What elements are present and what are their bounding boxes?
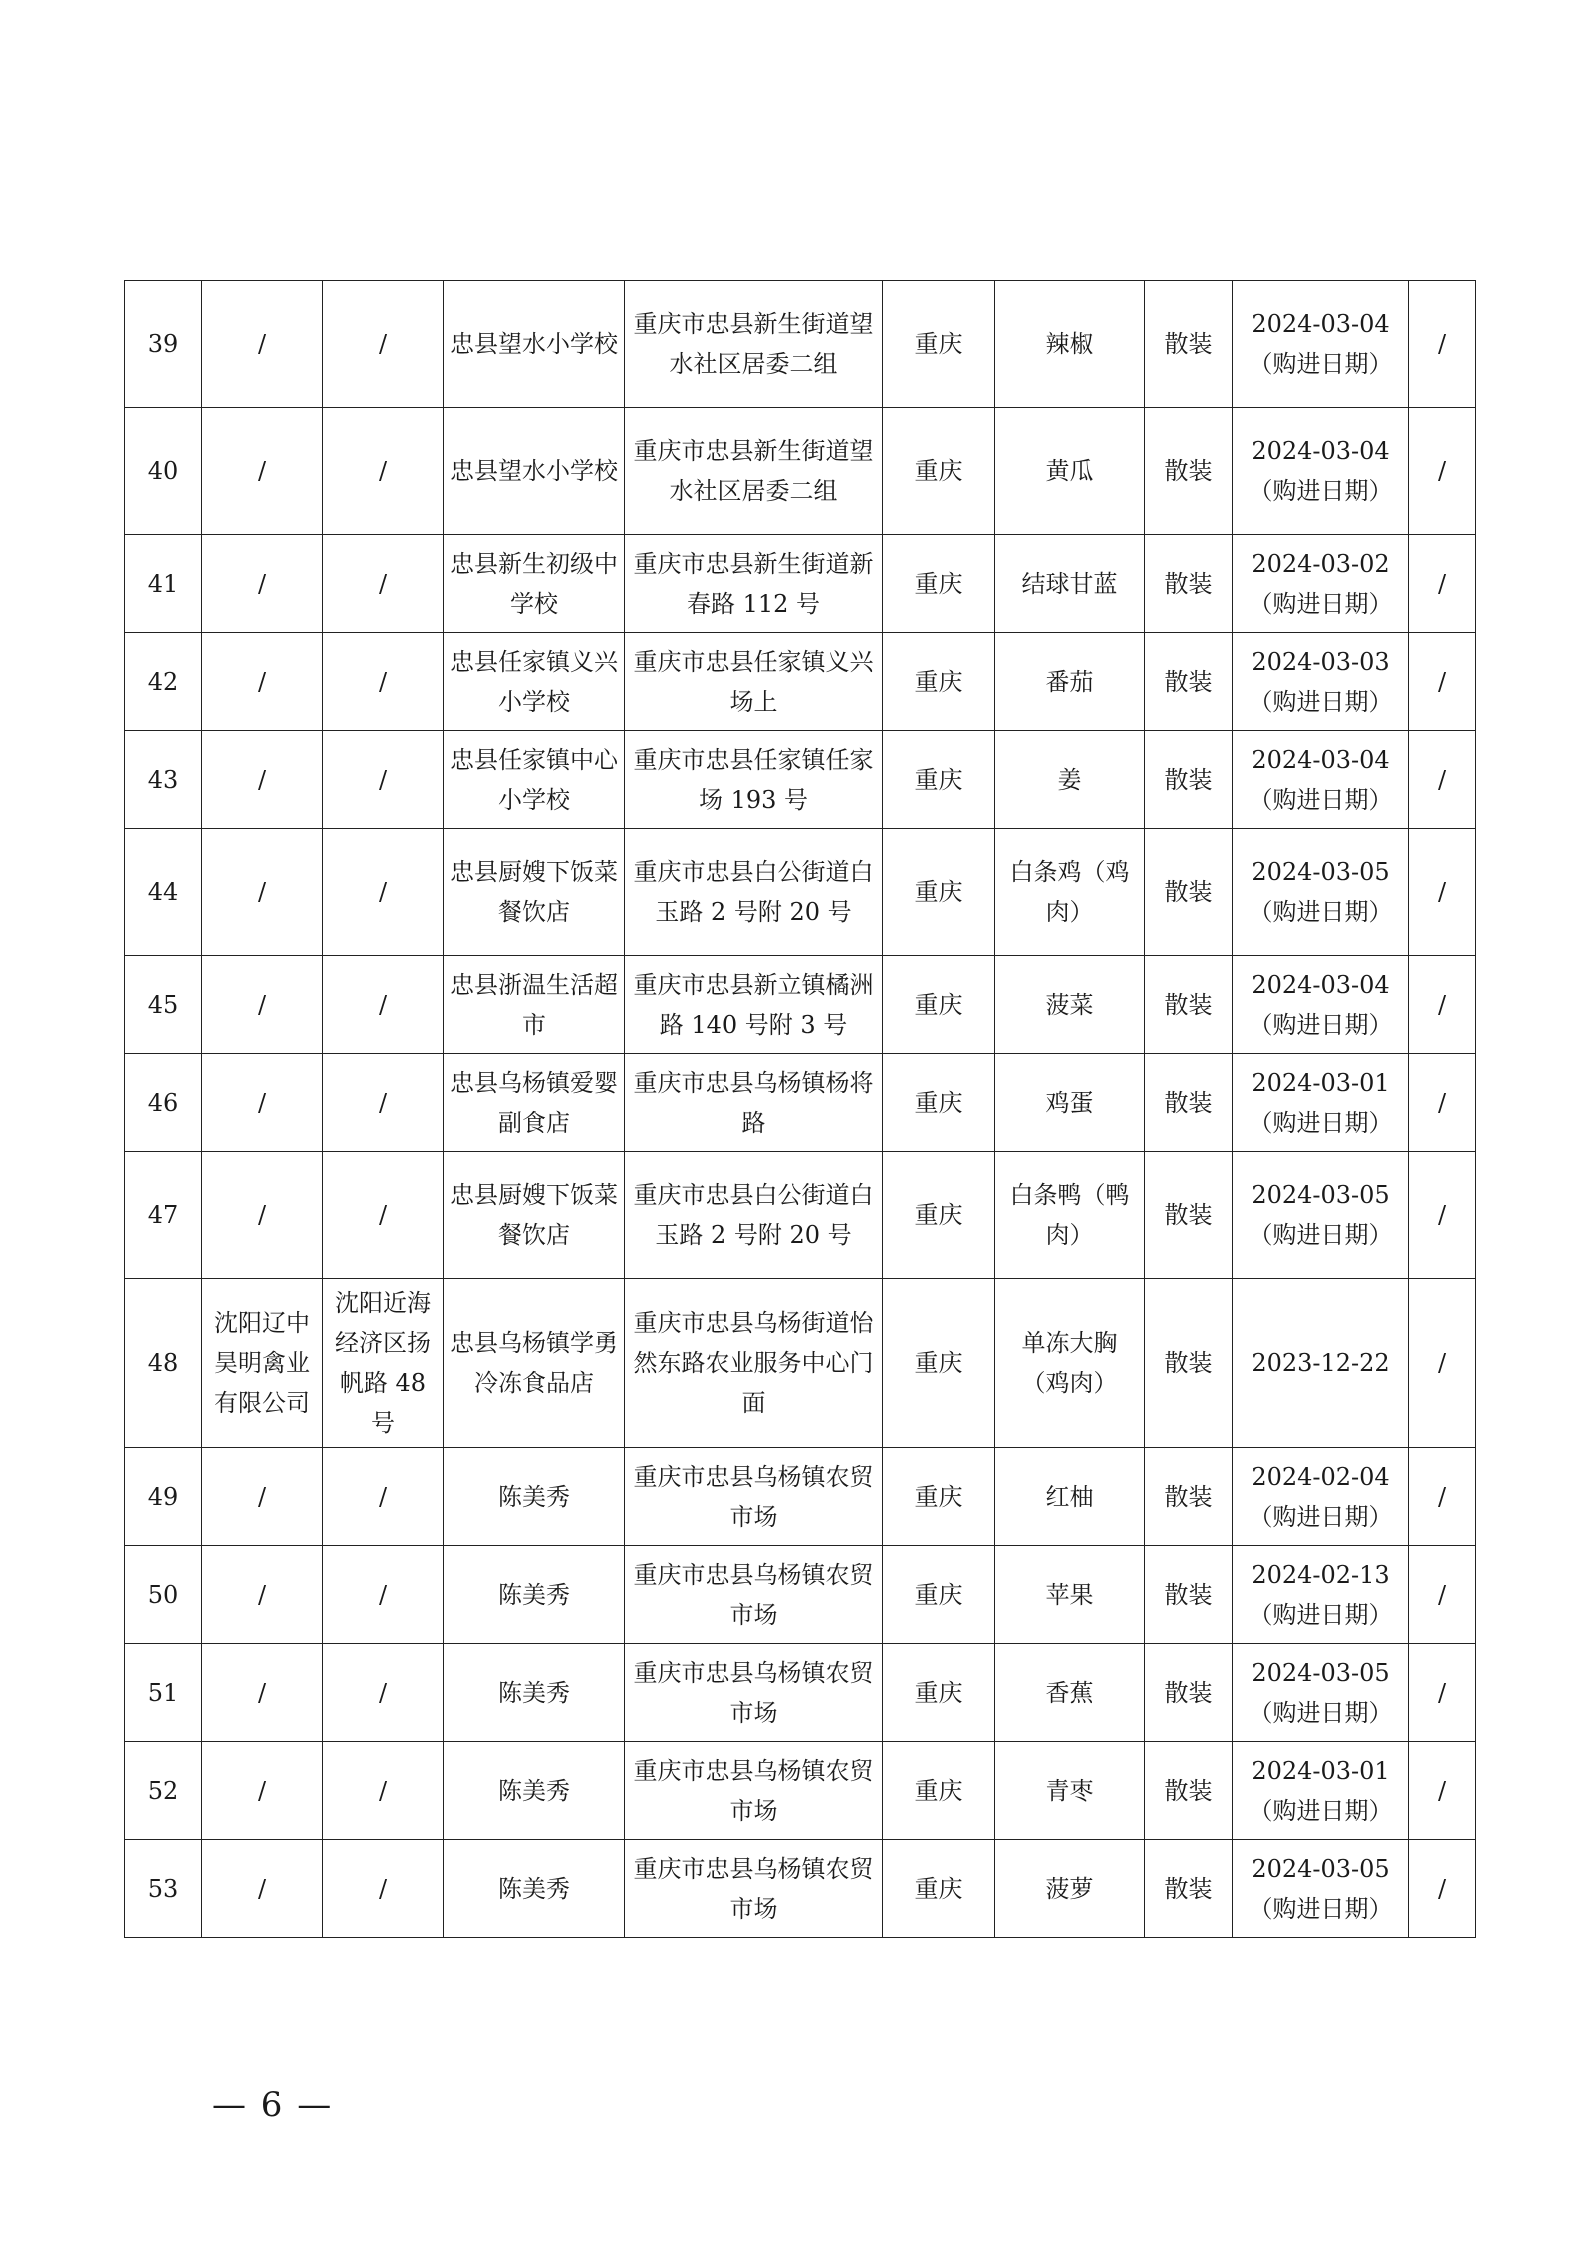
cell-producer: / — [202, 1644, 323, 1742]
cell-remark: / — [1409, 1840, 1476, 1938]
cell-remark: / — [1409, 281, 1476, 408]
table-row — [125, 633, 1476, 731]
table-row — [125, 956, 1476, 1054]
cell-seller-address: 重庆市忠县新生街道望水社区居委二组 — [625, 408, 883, 535]
cell-origin: 重庆 — [883, 281, 995, 408]
cell-remark: / — [1409, 1152, 1476, 1279]
table-body — [125, 281, 1476, 1938]
cell-product: 青枣 — [995, 1742, 1145, 1840]
sampling-results-table — [124, 280, 1476, 1938]
cell-seller-address: 重庆市忠县白公街道白玉路 2 号附 20 号 — [625, 829, 883, 956]
cell-spec: 散装 — [1145, 1152, 1233, 1279]
cell-seller-address: 重庆市忠县乌杨街道怡然东路农业服务中心门面 — [625, 1279, 883, 1448]
cell-seller: 忠县厨嫂下饭菜餐饮店 — [444, 1152, 625, 1279]
cell-seller-address: 重庆市忠县新生街道新春路 112 号 — [625, 535, 883, 633]
cell-origin: 重庆 — [883, 731, 995, 829]
cell-spec: 散装 — [1145, 1546, 1233, 1644]
table-row — [125, 1152, 1476, 1279]
cell-product: 菠萝 — [995, 1840, 1145, 1938]
cell-producer-address: / — [323, 829, 444, 956]
cell-remark: / — [1409, 1054, 1476, 1152]
cell-origin: 重庆 — [883, 1644, 995, 1742]
cell-date: 2023-12-22 — [1233, 1279, 1409, 1448]
cell-product: 辣椒 — [995, 281, 1145, 408]
cell-spec: 散装 — [1145, 1644, 1233, 1742]
cell-no: 50 — [125, 1546, 202, 1644]
cell-producer-address: 沈阳近海经济区扬帆路 48 号 — [323, 1279, 444, 1448]
cell-seller: 忠县新生初级中学校 — [444, 535, 625, 633]
cell-remark: / — [1409, 408, 1476, 535]
cell-producer-address: / — [323, 1054, 444, 1152]
table-row — [125, 1448, 1476, 1546]
cell-seller-address: 重庆市忠县乌杨镇农贸市场 — [625, 1448, 883, 1546]
cell-origin: 重庆 — [883, 829, 995, 956]
cell-product: 红柚 — [995, 1448, 1145, 1546]
cell-product: 白条鸭（鸭肉） — [995, 1152, 1145, 1279]
cell-seller: 忠县浙温生活超市 — [444, 956, 625, 1054]
cell-spec: 散装 — [1145, 408, 1233, 535]
cell-origin: 重庆 — [883, 1152, 995, 1279]
cell-producer: 沈阳辽中昊明禽业有限公司 — [202, 1279, 323, 1448]
cell-no: 42 — [125, 633, 202, 731]
cell-product: 单冻大胸（鸡肉） — [995, 1279, 1145, 1448]
cell-remark: / — [1409, 1644, 1476, 1742]
cell-seller: 忠县任家镇义兴小学校 — [444, 633, 625, 731]
cell-seller: 忠县望水小学校 — [444, 408, 625, 535]
cell-producer: / — [202, 731, 323, 829]
cell-producer: / — [202, 535, 323, 633]
cell-date: 2024-03-05（购进日期） — [1233, 829, 1409, 956]
table-row — [125, 408, 1476, 535]
cell-producer: / — [202, 1546, 323, 1644]
cell-producer-address: / — [323, 408, 444, 535]
cell-seller-address: 重庆市忠县乌杨镇农贸市场 — [625, 1742, 883, 1840]
cell-origin: 重庆 — [883, 633, 995, 731]
table-row — [125, 1546, 1476, 1644]
cell-date: 2024-03-01（购进日期） — [1233, 1742, 1409, 1840]
cell-seller-address: 重庆市忠县乌杨镇农贸市场 — [625, 1546, 883, 1644]
cell-product: 黄瓜 — [995, 408, 1145, 535]
cell-producer: / — [202, 1742, 323, 1840]
cell-seller: 陈美秀 — [444, 1644, 625, 1742]
cell-seller: 陈美秀 — [444, 1742, 625, 1840]
cell-producer: / — [202, 1152, 323, 1279]
cell-date: 2024-02-13（购进日期） — [1233, 1546, 1409, 1644]
table-row — [125, 1279, 1476, 1448]
cell-remark: / — [1409, 633, 1476, 731]
cell-product: 白条鸡（鸡肉） — [995, 829, 1145, 956]
cell-seller: 忠县乌杨镇爱婴副食店 — [444, 1054, 625, 1152]
cell-seller-address: 重庆市忠县乌杨镇农贸市场 — [625, 1644, 883, 1742]
cell-spec: 散装 — [1145, 1742, 1233, 1840]
cell-date: 2024-03-05（购进日期） — [1233, 1644, 1409, 1742]
sampling-table-wrapper — [124, 280, 1475, 1938]
cell-seller: 忠县任家镇中心小学校 — [444, 731, 625, 829]
cell-spec: 散装 — [1145, 829, 1233, 956]
cell-seller-address: 重庆市忠县白公街道白玉路 2 号附 20 号 — [625, 1152, 883, 1279]
cell-no: 45 — [125, 956, 202, 1054]
cell-no: 44 — [125, 829, 202, 956]
cell-no: 46 — [125, 1054, 202, 1152]
cell-seller-address: 重庆市忠县新立镇橘洲路 140 号附 3 号 — [625, 956, 883, 1054]
cell-no: 40 — [125, 408, 202, 535]
cell-spec: 散装 — [1145, 1054, 1233, 1152]
cell-seller: 忠县乌杨镇学勇冷冻食品店 — [444, 1279, 625, 1448]
cell-date: 2024-03-04（购进日期） — [1233, 281, 1409, 408]
cell-seller-address: 重庆市忠县任家镇任家场 193 号 — [625, 731, 883, 829]
table-row — [125, 731, 1476, 829]
cell-remark: / — [1409, 956, 1476, 1054]
cell-no: 43 — [125, 731, 202, 829]
cell-product: 菠菜 — [995, 956, 1145, 1054]
cell-no: 41 — [125, 535, 202, 633]
cell-product: 鸡蛋 — [995, 1054, 1145, 1152]
cell-date: 2024-03-05（购进日期） — [1233, 1840, 1409, 1938]
cell-spec: 散装 — [1145, 1840, 1233, 1938]
cell-origin: 重庆 — [883, 1054, 995, 1152]
cell-producer: / — [202, 1448, 323, 1546]
table-row — [125, 1054, 1476, 1152]
cell-seller: 忠县望水小学校 — [444, 281, 625, 408]
cell-seller-address: 重庆市忠县新生街道望水社区居委二组 — [625, 281, 883, 408]
cell-spec: 散装 — [1145, 1279, 1233, 1448]
cell-spec: 散装 — [1145, 535, 1233, 633]
cell-spec: 散装 — [1145, 1448, 1233, 1546]
cell-date: 2024-03-02（购进日期） — [1233, 535, 1409, 633]
cell-remark: / — [1409, 1742, 1476, 1840]
cell-no: 52 — [125, 1742, 202, 1840]
cell-date: 2024-03-01（购进日期） — [1233, 1054, 1409, 1152]
table-row — [125, 1742, 1476, 1840]
cell-no: 49 — [125, 1448, 202, 1546]
cell-date: 2024-03-04（购进日期） — [1233, 956, 1409, 1054]
cell-no: 39 — [125, 281, 202, 408]
cell-producer-address: / — [323, 1840, 444, 1938]
cell-producer: / — [202, 829, 323, 956]
cell-product: 番茄 — [995, 633, 1145, 731]
cell-origin: 重庆 — [883, 408, 995, 535]
cell-producer: / — [202, 633, 323, 731]
cell-producer-address: / — [323, 1644, 444, 1742]
cell-producer: / — [202, 408, 323, 535]
cell-producer-address: / — [323, 1448, 444, 1546]
cell-no: 53 — [125, 1840, 202, 1938]
cell-producer-address: / — [323, 956, 444, 1054]
cell-remark: / — [1409, 1546, 1476, 1644]
cell-date: 2024-03-05（购进日期） — [1233, 1152, 1409, 1279]
cell-producer-address: / — [323, 281, 444, 408]
cell-producer-address: / — [323, 633, 444, 731]
cell-producer-address: / — [323, 731, 444, 829]
cell-producer: / — [202, 1054, 323, 1152]
cell-date: 2024-03-03（购进日期） — [1233, 633, 1409, 731]
table-row — [125, 1644, 1476, 1742]
cell-seller-address: 重庆市忠县乌杨镇农贸市场 — [625, 1840, 883, 1938]
table-row — [125, 535, 1476, 633]
table-row — [125, 1840, 1476, 1938]
cell-origin: 重庆 — [883, 535, 995, 633]
cell-seller: 陈美秀 — [444, 1448, 625, 1546]
cell-producer: / — [202, 956, 323, 1054]
cell-seller: 忠县厨嫂下饭菜餐饮店 — [444, 829, 625, 956]
cell-producer-address: / — [323, 535, 444, 633]
cell-remark: / — [1409, 829, 1476, 956]
cell-origin: 重庆 — [883, 1279, 995, 1448]
cell-spec: 散装 — [1145, 281, 1233, 408]
cell-product: 结球甘蓝 — [995, 535, 1145, 633]
cell-seller-address: 重庆市忠县任家镇义兴场上 — [625, 633, 883, 731]
cell-origin: 重庆 — [883, 1840, 995, 1938]
cell-date: 2024-03-04（购进日期） — [1233, 731, 1409, 829]
cell-producer: / — [202, 281, 323, 408]
cell-spec: 散装 — [1145, 731, 1233, 829]
cell-spec: 散装 — [1145, 956, 1233, 1054]
cell-remark: / — [1409, 535, 1476, 633]
cell-product: 香蕉 — [995, 1644, 1145, 1742]
cell-product: 姜 — [995, 731, 1145, 829]
cell-origin: 重庆 — [883, 1546, 995, 1644]
cell-origin: 重庆 — [883, 956, 995, 1054]
cell-producer-address: / — [323, 1152, 444, 1279]
cell-origin: 重庆 — [883, 1742, 995, 1840]
cell-remark: / — [1409, 1448, 1476, 1546]
cell-producer: / — [202, 1840, 323, 1938]
page-number: — 6 — — [212, 2085, 334, 2125]
table-row — [125, 829, 1476, 956]
table-row — [125, 281, 1476, 408]
cell-seller: 陈美秀 — [444, 1840, 625, 1938]
cell-origin: 重庆 — [883, 1448, 995, 1546]
cell-remark: / — [1409, 1279, 1476, 1448]
cell-date: 2024-02-04（购进日期） — [1233, 1448, 1409, 1546]
cell-seller: 陈美秀 — [444, 1546, 625, 1644]
cell-producer-address: / — [323, 1546, 444, 1644]
cell-date: 2024-03-04（购进日期） — [1233, 408, 1409, 535]
cell-no: 48 — [125, 1279, 202, 1448]
cell-spec: 散装 — [1145, 633, 1233, 731]
cell-seller-address: 重庆市忠县乌杨镇杨将路 — [625, 1054, 883, 1152]
cell-remark: / — [1409, 731, 1476, 829]
cell-no: 47 — [125, 1152, 202, 1279]
cell-no: 51 — [125, 1644, 202, 1742]
cell-producer-address: / — [323, 1742, 444, 1840]
cell-product: 苹果 — [995, 1546, 1145, 1644]
